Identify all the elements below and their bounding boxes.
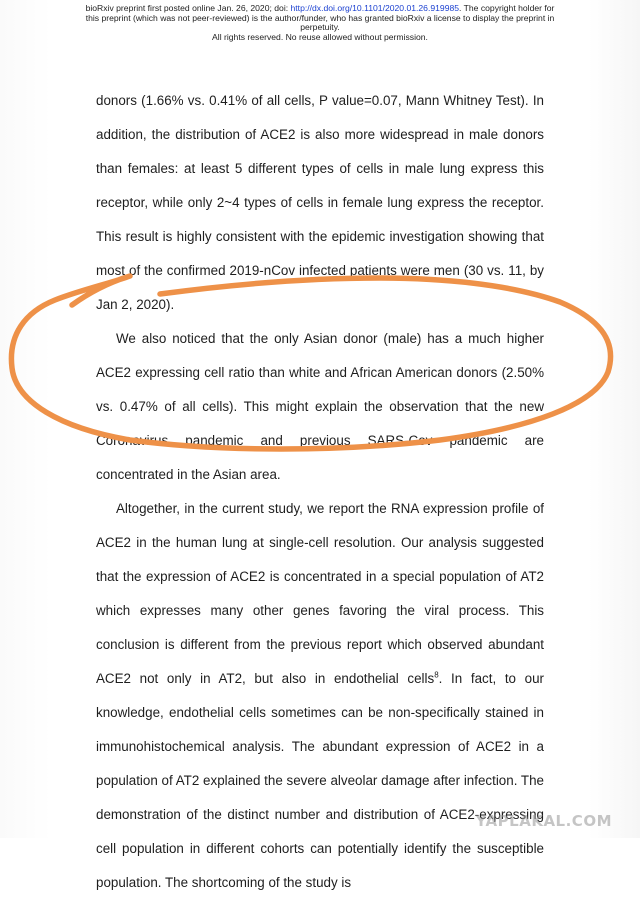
header-line-1-suffix: . The copyright holder for xyxy=(459,3,555,13)
paragraph-sex-differences: donors (1.66% vs. 0.41% of all cells, P value=0.07, Mann Whitney Test). In addition, the distribution of ACE2 is also more widespread in male donors than females: at least 5 different types of cells in male lung express this receptor, while only 2~4 types of cells in female lung express the receptor. This result is highly consistent with the epidemic investigation showing that most of the confirmed 2019-nCov infected patients were men (30 vs. 11, by Jan 2, 2020). xyxy=(96,93,544,312)
preprint-header xyxy=(30,4,610,42)
paragraph-conclusion-part-b: . In fact, to our knowledge, endothelial cells sometimes can be non-specifically stained in immunohistochemical analysis. The abundant expression of ACE2 in a population of AT2 explained the severe alveolar damage after infection. The demonstration of the distinct number and distribution of ACE2-expressing cell population in different cohorts can potentially identify the susceptible population. The shortcoming of the study is xyxy=(96,671,544,890)
paragraph-conclusion xyxy=(96,492,544,900)
doi-link[interactable]: http://dx.doi.org/10.1101/2020.01.26.919985 xyxy=(290,3,460,13)
header-line-4: All rights reserved. No reuse allowed without permission. xyxy=(212,31,428,42)
paragraph-asian-donor: We also noticed that the only Asian donor (male) has a much higher ACE2 expressing cell ratio than white and African American donors (2.50% vs. 0.47% of all cells). This might explain the observation that the new Coronavirus pandemic and previous SARS-Cov pandemic are concentrated in the Asian area. xyxy=(96,331,544,482)
body-text xyxy=(96,84,544,900)
header-line-2: this preprint (which was not peer-reviewed) is the author/funder, who has granted bioRxiv a license to display the preprint in xyxy=(85,12,555,23)
reference-superscript: 8 xyxy=(434,670,439,680)
paragraph-conclusion-part-a: Altogether, in the current study, we report the RNA expression profile of ACE2 in the human lung at single-cell resolution. Our analysis suggested that the expression of ACE2 is concentrated in a special population of AT2 which expresses many other genes favoring the viral process. This conclusion is different from the previous report which observed abundant ACE2 not only in AT2, but also in endothelial cells xyxy=(96,501,544,686)
site-watermark: YAPLAKAL.COM xyxy=(475,812,612,830)
header-line-3: perpetuity. xyxy=(300,22,340,33)
header-line-1-prefix: bioRxiv preprint first posted online Jan. 26, 2020; doi: xyxy=(85,3,291,13)
